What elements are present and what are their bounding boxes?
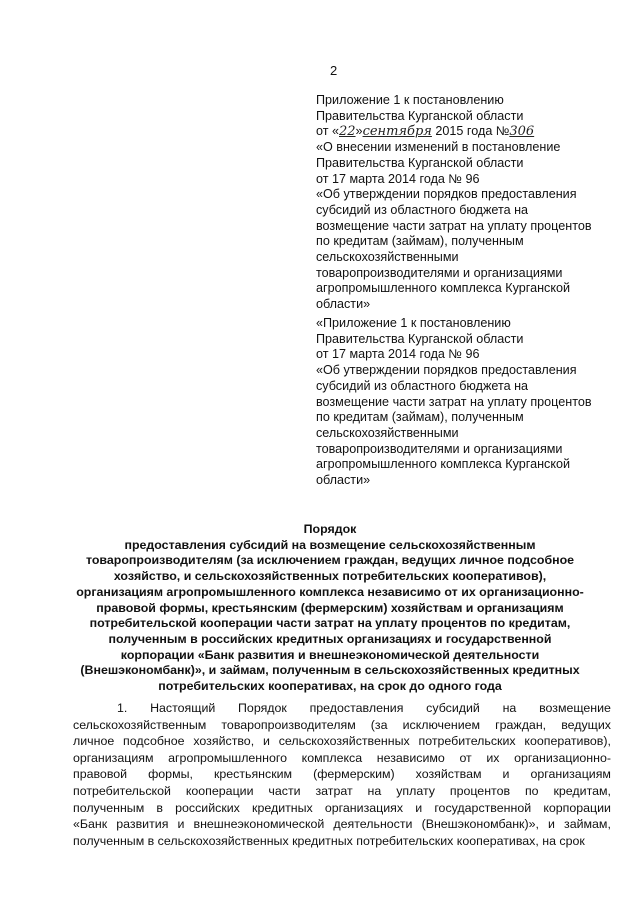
annex-line: товаропроизводителями и организациями xyxy=(316,265,563,280)
annex-date-line xyxy=(316,124,616,140)
annex-line: по кредитам (займам), полученным xyxy=(316,234,524,249)
paragraph-1 xyxy=(73,700,611,849)
paragraph-line: полученным в российских кредитных организациях и государственной корпорации xyxy=(73,800,611,815)
date-mid: » xyxy=(355,124,363,139)
heading-line: товаропроизводителям (за исключением граждан, ведущих личное подсобное xyxy=(85,553,575,568)
annex-header xyxy=(316,93,616,313)
annex-original-header xyxy=(316,316,616,489)
annex-line: агропромышленного комплекса Курганской xyxy=(316,281,571,296)
paragraph-line: организациям агропромышленного комплекса независимо от их организационно- xyxy=(73,750,611,765)
paragraph-line: сельскохозяйственным товаропроизводителям (за исключением граждан, ведущих xyxy=(73,717,611,732)
heading-line: потребительских кооперативах, на срок до одного года xyxy=(158,679,502,694)
heading-line: потребительской кооперации части затрат на уплату процентов по кредитам, xyxy=(89,616,571,631)
annex-line: от 17 марта 2014 года № 96 xyxy=(316,171,480,186)
heading-line: предоставления субсидий на возмещение сельскохозяйственным xyxy=(124,537,536,552)
annex-line: «О внесении изменений в постановление xyxy=(316,140,561,155)
document-heading xyxy=(70,522,590,695)
annex-line: «Об утверждении порядков предоставления xyxy=(316,363,577,378)
annex-line: возмещение части затрат на уплату процентов xyxy=(316,218,592,233)
annex-line: Приложение 1 к постановлению xyxy=(316,93,504,107)
annex-line: возмещение части затрат на уплату процентов xyxy=(316,394,592,409)
annex-line: сельскохозяйственными xyxy=(316,250,459,265)
heading-lines xyxy=(70,538,590,695)
handwritten-doc-number: 306 xyxy=(509,124,535,140)
annex-line: агропромышленного комплекса Курганской xyxy=(316,457,571,472)
annex-line: «Приложение 1 к постановлению xyxy=(316,316,511,330)
annex-line: «Об утверждении порядков предоставления xyxy=(316,187,577,202)
paragraph-line: потребительской кооперации части затрат на уплату процентов по кредитам, xyxy=(73,783,611,798)
annex-lines xyxy=(316,316,616,489)
annex-lines xyxy=(316,140,616,313)
handwritten-day: 22 xyxy=(339,124,356,140)
annex-line: сельскохозяйственными xyxy=(316,425,459,440)
annex-line: по кредитам (займам), полученным xyxy=(316,410,524,425)
date-year: 2015 года № xyxy=(431,124,510,139)
paragraph-line: личное подсобное хозяйство, и сельскохозяйственных потребительских кооперативов), xyxy=(73,734,611,749)
annex-line: области» xyxy=(316,297,371,312)
heading-line: полученным в российских кредитных организациях и государственной xyxy=(108,631,552,646)
annex-line: Правительства Курганской области xyxy=(316,331,524,346)
annex-line: области» xyxy=(316,473,371,488)
heading-line: правовой формы, крестьянским (фермерским) хозяйствам и организациям xyxy=(96,600,564,615)
annex-line: субсидий из областного бюджета на xyxy=(316,202,529,217)
annex-line: от 17 марта 2014 года № 96 xyxy=(316,347,480,362)
handwritten-month: сентября xyxy=(362,124,432,140)
paragraph-line: 1. Настоящий Порядок предоставления субсидий на возмещение xyxy=(117,701,611,715)
paragraph-line: правовой формы, крестьянским (фермерским) хозяйствам и организациям xyxy=(73,767,611,782)
annex-line: Правительства Курганской области xyxy=(316,155,524,170)
heading-line: (Внешэкономбанк)», и займам, полученным в сельскохозяйственных кредитных xyxy=(80,663,580,678)
heading-line: организациям агропромышленного комплекса независимо от их организационно- xyxy=(76,584,584,599)
annex-line: товаропроизводителями и организациями xyxy=(316,441,563,456)
heading-line: корпорации «Банк развития и внешнеэкономической деятельности xyxy=(120,647,540,662)
date-prefix: от « xyxy=(316,124,339,139)
heading-line: хозяйство, и сельскохозяйственных потребительских кооперативов), xyxy=(113,569,547,584)
annex-line: субсидий из областного бюджета на xyxy=(316,378,529,393)
paragraph-line: «Банк развития и внешнеэкономической деятельности (Внешэкономбанк)», и займам, xyxy=(73,817,611,832)
annex-line: Правительства Курганской области xyxy=(316,108,524,123)
heading-title: Порядок xyxy=(303,522,357,536)
page-number: 2 xyxy=(330,63,338,78)
paragraph-line: полученным в сельскохозяйственных кредитных потребительских кооперативах, на срок xyxy=(73,833,585,848)
